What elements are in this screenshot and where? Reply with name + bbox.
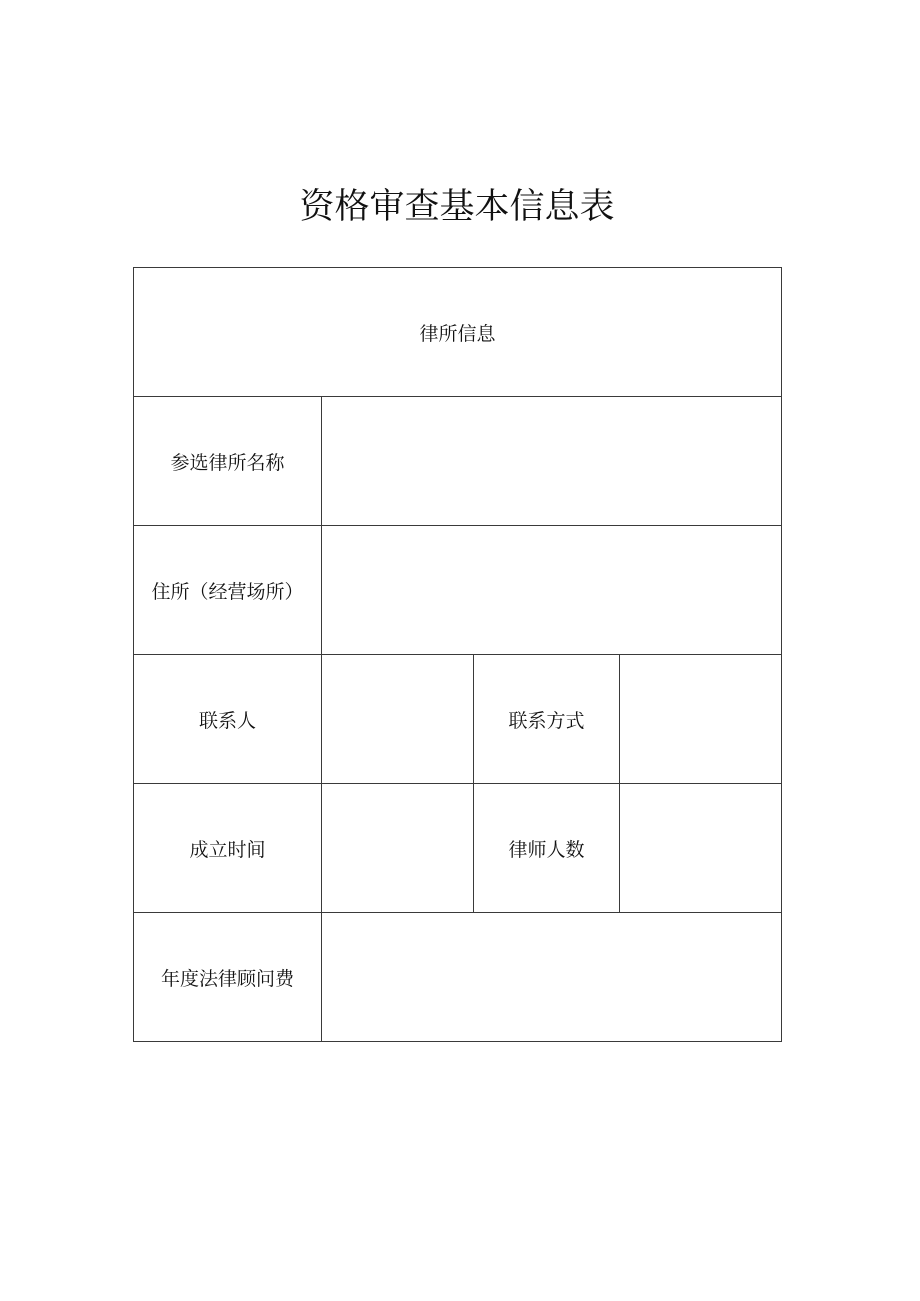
section-header-firm-info: 律所信息 bbox=[134, 268, 782, 397]
contact-method-label: 联系方式 bbox=[474, 655, 620, 784]
annual-fee-label: 年度法律顾问费 bbox=[134, 913, 322, 1042]
table-row bbox=[134, 655, 782, 784]
qualification-info-table bbox=[133, 267, 782, 1042]
address-label: 住所（经营场所） bbox=[134, 526, 322, 655]
page-title: 资格审查基本信息表 bbox=[299, 187, 615, 227]
firm-name-label: 参选律所名称 bbox=[134, 397, 322, 526]
founded-field[interactable] bbox=[322, 784, 474, 913]
table-row bbox=[134, 397, 782, 526]
lawyer-count-label: 律师人数 bbox=[474, 784, 620, 913]
lawyer-count-field[interactable] bbox=[620, 784, 782, 913]
table-row bbox=[134, 784, 782, 913]
contact-method-field[interactable] bbox=[620, 655, 782, 784]
table-row bbox=[134, 913, 782, 1042]
founded-label: 成立时间 bbox=[134, 784, 322, 913]
contact-person-field[interactable] bbox=[322, 655, 474, 784]
annual-fee-field[interactable] bbox=[322, 913, 782, 1042]
address-field[interactable] bbox=[322, 526, 782, 655]
table-row bbox=[134, 268, 782, 397]
contact-person-label: 联系人 bbox=[134, 655, 322, 784]
firm-name-field[interactable] bbox=[322, 397, 782, 526]
table-row bbox=[134, 526, 782, 655]
